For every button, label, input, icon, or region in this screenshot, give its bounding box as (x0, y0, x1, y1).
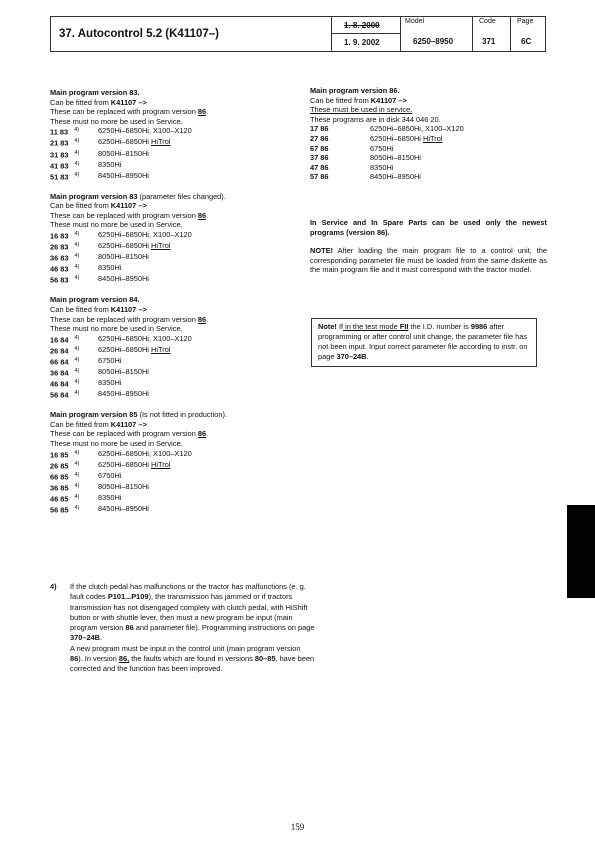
replace-line: These can be replaced with program version 86. (50, 107, 209, 117)
footnote (50, 582, 315, 675)
table-row: 41 83 $^{4)}$ 8350Hi (50, 159, 122, 171)
program-table (50, 230, 192, 285)
page-header (50, 16, 546, 52)
replace-line: These can be replaced with program version 86. (50, 314, 209, 324)
table-row: 11 83 $^{4)}$ 6250Hi–6850Hi, X100–X120 (50, 126, 192, 137)
nomore-line: These must no more be used in Service. (50, 438, 183, 448)
block-title: Main program version 85 (Is not fitted in production). (50, 410, 228, 420)
table-row: 56 84 $^{4)}$ 8450Hi–8950Hi (50, 389, 149, 400)
program-table (50, 334, 192, 400)
version-83-param-block (50, 192, 310, 286)
page-label: Page (517, 18, 534, 25)
page-value: 6C (521, 37, 532, 46)
program-table (50, 126, 192, 181)
model-value: 6250–8950 (413, 37, 454, 46)
program-table (50, 449, 192, 515)
table-row: 36 83 $^{4)}$ 8050Hi–8150Hi (50, 252, 149, 263)
fit-line: Can be fitted from K41107 –> (50, 419, 147, 429)
service-note: In Service and In Spare Parts can be used only the newest programs (version 86). (310, 217, 547, 237)
block-title: Main program version 83 (parameter files changed). (50, 191, 226, 201)
revision-dates (331, 17, 401, 51)
model-cell (400, 17, 472, 51)
replace-line: These can be replaced with program version 86. (50, 429, 209, 439)
block-title: Main program version 86. (310, 86, 400, 95)
table-row: 27 86 6250Hi–6850Hi HiTrol (310, 133, 443, 143)
note-paragraph: NOTE! After loading the main program file to a control unit, the corresponding parameter file must be loaded from the same diskette as the main program file and it must correspond with the tractor model. (310, 246, 547, 275)
table-row: 16 83 $^{4)}$ 6250Hi–6850Hi, X100–X120 (50, 230, 192, 241)
table-row: 37 86 8050Hi–8150Hi (310, 153, 421, 163)
fit-line: Can be fitted from K41107 –> (50, 304, 147, 314)
disk-line: These programs are in disk 344 046 20. (310, 114, 441, 124)
footnote-para-1: If the clutch pedal has malfunctions or the tractor has malfunctions (e. g. fault codes P101...P109), the transmission has jammed or if tractors transmission has not disengaged complety with clutch pedal, with HiShift button or with shuttle lever, then must a new program be input (main program version 86 and parameter file). Programming instructions on page 370–24B. (70, 582, 315, 643)
code-value: 371 (482, 37, 496, 46)
note-box: Note! If in the test mode FII the I.D. number is 9986 after programming or after control unit change, the parameter file has not been input. Input correct parameter file according to instr. on page 370–24B. (311, 318, 537, 367)
fit-line: Can be fitted from K41107 –> (50, 201, 147, 211)
section-title: 37. Autocontrol 5.2 (K41107–) (59, 28, 219, 40)
right-column (310, 86, 547, 275)
table-row: 56 83 $^{4)}$ 8450Hi–8950Hi (50, 274, 149, 285)
page-cell (510, 17, 545, 51)
table-row: 57 86 8450Hi–8950Hi (310, 172, 421, 182)
table-row: 66 85 $^{4)}$ 6750Hi (50, 470, 122, 482)
footnote-number: 4) (50, 582, 57, 591)
fit-line: Can be fitted from K41107 –> (310, 95, 407, 105)
block-title: Main program version 84. (50, 295, 140, 305)
table-row: 51 83 $^{4)}$ 8450Hi–8950Hi (50, 170, 149, 182)
table-row: 46 84 $^{4)}$ 8350Hi (50, 378, 122, 389)
table-row: 67 86 6750Hi (310, 143, 394, 153)
version-86-block (310, 86, 547, 182)
page-number: 159 (290, 822, 305, 832)
table-row: 16 84 $^{4)}$ 6250Hi–6850Hi, X100–X120 (50, 333, 192, 345)
left-column (50, 88, 310, 525)
block-title: Main program version 83. (50, 88, 140, 97)
table-row: 36 84 $^{4)}$ 8050Hi–8150Hi (50, 366, 149, 378)
table-row: 36 85 $^{4)}$ 8050Hi–8150Hi (50, 481, 149, 493)
table-row: 16 85 $^{4)}$ 6250Hi–6850Hi, X100–X120 (50, 448, 192, 459)
table-row: 26 84 $^{4)}$ 6250Hi–6850Hi HiTrol (50, 344, 171, 356)
section-tab-marker (567, 505, 595, 598)
code-label: Code (479, 18, 496, 25)
table-row: 31 83 $^{4)}$ 8050Hi–8150Hi (50, 148, 149, 159)
table-row: 21 83 $^{4)}$ 6250Hi–6850Hi HiTrol (50, 137, 171, 148)
version-85-block (50, 410, 310, 515)
program-table (310, 124, 464, 182)
nomore-line: These must no more be used in Service. (50, 116, 183, 126)
version-84-block (50, 295, 310, 400)
table-row: 17 86 6250Hi–6850Hi, X100–X120 (310, 124, 464, 134)
table-row: 66 84 $^{4)}$ 6750Hi (50, 355, 122, 367)
footnote-para-2: A new program must be input in the control unit (main program version 86). In version 86, the faults which are found in versions 80–85, have been corrected and the function has been improved. (70, 643, 315, 674)
table-row: 46 83 $^{4)}$ 8350Hi (50, 263, 122, 274)
fit-line: Can be fitted from K41107 –> (50, 97, 147, 107)
table-row: 26 83 $^{4)}$ 6250Hi–6850Hi HiTrol (50, 241, 171, 252)
must-used-line: These must be used in service. (310, 105, 413, 115)
replace-line: These can be replaced with program version 86. (50, 210, 209, 220)
table-row: 56 85 $^{4)}$ 8450Hi–8950Hi (50, 503, 149, 515)
nomore-line: These must no more be used in Service. (50, 220, 183, 230)
version-83-block (50, 88, 310, 182)
table-row: 46 85 $^{4)}$ 8350Hi (50, 492, 122, 504)
table-row: 26 85 $^{4)}$ 6250Hi–6850Hi HiTrol (50, 459, 171, 471)
model-label: Model (405, 18, 425, 25)
code-cell (472, 17, 510, 51)
new-date: 1. 9. 2002 (344, 38, 380, 47)
table-row: 47 86 8350Hi (310, 162, 394, 172)
old-date: 1. 8. 2000 (344, 21, 380, 30)
nomore-line: These must no more be used in Service. (50, 324, 183, 334)
